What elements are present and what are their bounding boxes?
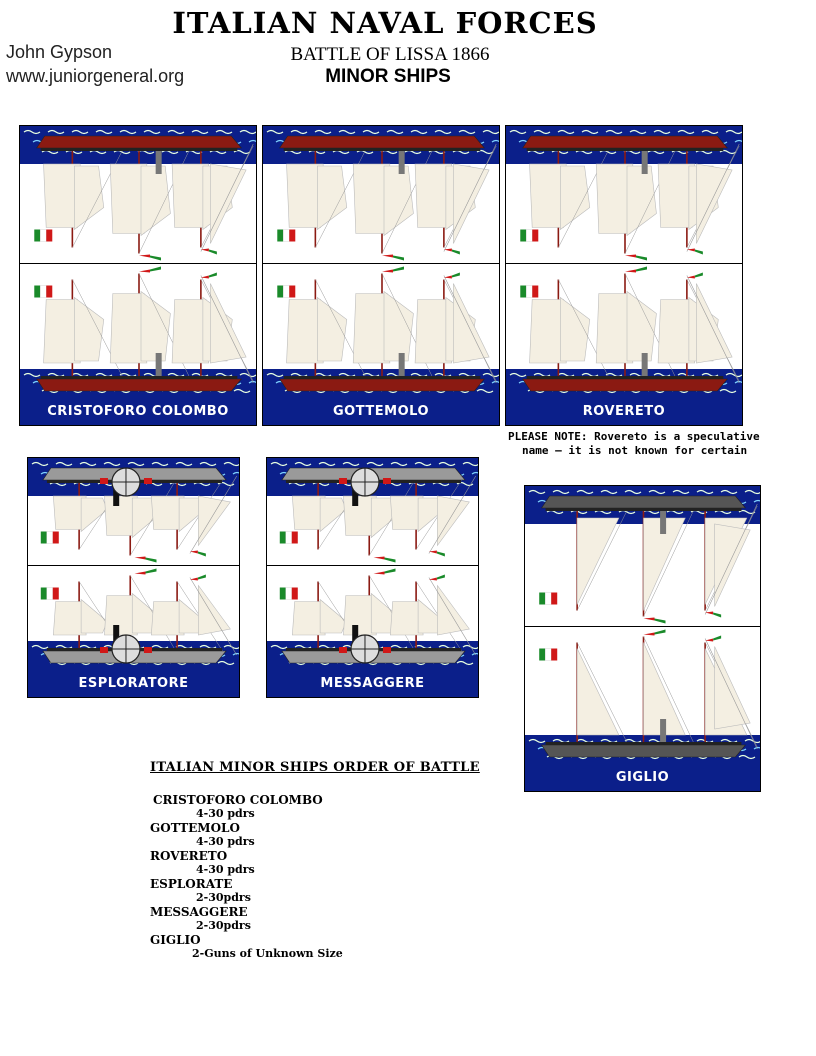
deck-line: [546, 742, 742, 745]
pennant: [437, 575, 445, 580]
oob-ship-name: GOTTEMOLO: [150, 821, 240, 835]
ship-name-label: GOTTEMOLO: [263, 399, 499, 425]
sail: [577, 649, 619, 736]
flag-stripe: [277, 286, 283, 298]
funnel: [156, 353, 162, 379]
ship-name-label: ESPLORATORE: [28, 671, 239, 697]
pennant: [385, 569, 396, 574]
pennant: [636, 267, 647, 272]
order-of-battle-list: [150, 793, 480, 961]
flag-stripe: [53, 588, 59, 600]
sail: [715, 647, 751, 730]
pennant: [385, 558, 396, 563]
pennant: [150, 256, 161, 261]
oob-ship-name: ROVERETO: [150, 849, 228, 863]
ship-counter-giglio[interactable]: [524, 485, 761, 792]
oob-ship-name: ESPLORATE: [150, 877, 233, 891]
oob-entry: [150, 849, 480, 877]
paddle-box-trim: [100, 647, 108, 653]
funnel: [156, 148, 162, 174]
sail: [627, 292, 656, 362]
deck-line: [546, 508, 742, 511]
funnel: [399, 353, 405, 379]
flag-stripe: [545, 593, 551, 605]
oob-armament: 2-30pdrs: [196, 919, 251, 932]
pennant: [452, 250, 460, 255]
oob-ship-name: MESSAGGERE: [150, 905, 248, 919]
page-subtitle: BATTLE OF LISSA 1866: [290, 44, 490, 65]
flag-stripe: [526, 230, 532, 242]
pennant: [695, 273, 703, 278]
flag-stripe: [280, 532, 286, 544]
ship-counter-esploratore[interactable]: [27, 457, 240, 698]
paddle-box-trim: [100, 478, 108, 484]
sail: [317, 166, 346, 230]
ship-view: [41, 468, 237, 563]
flag-stripe: [46, 286, 52, 298]
pennant: [713, 613, 721, 618]
pennant: [695, 250, 703, 255]
flag-stripe: [41, 532, 47, 544]
dark-schooner-icon: [525, 486, 761, 792]
pennant: [625, 270, 636, 273]
sail: [317, 298, 346, 362]
flag-stripe: [551, 649, 557, 661]
flag-stripe: [41, 588, 47, 600]
sail: [437, 586, 469, 636]
hull: [542, 745, 746, 757]
note-line-2: name – it is not known for certain: [522, 444, 748, 457]
sail: [715, 524, 751, 607]
flag-stripe: [539, 593, 545, 605]
paddle-box-trim: [383, 478, 391, 484]
pennant: [393, 256, 404, 261]
paddle-box-trim: [144, 647, 152, 653]
paddle-box-trim: [144, 478, 152, 484]
author-name: John Gypson: [6, 42, 113, 62]
flag-stripe: [289, 230, 295, 242]
pennant: [382, 255, 393, 258]
oob-entry: [150, 821, 480, 849]
sail: [696, 284, 732, 364]
pennant: [139, 255, 150, 258]
ship-name-label: ROVERETO: [506, 399, 742, 425]
deck-line: [284, 376, 481, 379]
sail: [560, 298, 589, 362]
deck-line: [527, 148, 724, 151]
funnel: [660, 719, 666, 745]
flag-stripe: [292, 532, 298, 544]
sail: [198, 496, 230, 546]
pennant: [655, 630, 666, 635]
sail: [74, 298, 103, 362]
oob-armament: 4-30 pdrs: [196, 835, 255, 848]
hull: [280, 136, 485, 148]
pennant: [209, 273, 217, 278]
red-sailing-steamer-icon: [20, 126, 257, 426]
note-line-1: PLEASE NOTE: Rovereto is a speculative: [508, 430, 760, 443]
sail: [437, 496, 469, 546]
ship-counter-cristoforo-colombo[interactable]: [19, 125, 257, 426]
flag-stripe: [46, 230, 52, 242]
ship-counter-gottemolo[interactable]: [262, 125, 500, 426]
sail: [384, 166, 413, 236]
hull: [523, 136, 728, 148]
flag-stripe: [520, 230, 526, 242]
ship-name-label: CRISTOFORO COLOMBO: [20, 399, 256, 425]
pennant: [198, 552, 206, 557]
page-title: ITALIAN NAVAL FORCES: [172, 6, 598, 40]
hull: [523, 379, 728, 391]
oob-entry: [150, 933, 480, 961]
pennant: [713, 636, 721, 641]
funnel: [642, 353, 648, 379]
flag-stripe: [47, 588, 53, 600]
pennant: [150, 267, 161, 272]
flag-stripe: [34, 286, 40, 298]
flag-stripe: [283, 230, 289, 242]
flag-stripe: [539, 649, 545, 661]
rovereto-note: [508, 430, 798, 458]
website-link[interactable]: www.juniorgeneral.org: [6, 66, 185, 86]
flag-stripe: [545, 649, 551, 661]
pennant: [198, 575, 206, 580]
ship-view: [280, 569, 476, 664]
oob-entry: [150, 793, 480, 821]
sail: [560, 166, 589, 230]
pennant: [135, 572, 146, 575]
flag-stripe: [283, 286, 289, 298]
grey-paddle-steamer-icon: [28, 458, 240, 698]
flag-stripe: [53, 532, 59, 544]
oob-armament: 4-30 pdrs: [196, 807, 255, 820]
flag-stripe: [551, 593, 557, 605]
flag-stripe: [532, 230, 538, 242]
flag-stripe: [47, 532, 53, 544]
flag-stripe: [532, 286, 538, 298]
pennant: [374, 572, 385, 575]
pennant: [135, 557, 146, 560]
order-of-battle-title: ITALIAN MINOR SHIPS ORDER OF BATTLE: [150, 760, 480, 775]
pennant: [625, 255, 636, 258]
pennant: [146, 558, 157, 563]
section-heading: MINOR SHIPS: [325, 66, 451, 87]
hull: [542, 496, 746, 508]
pennant: [437, 552, 445, 557]
hull: [37, 136, 242, 148]
pennant: [655, 619, 666, 624]
pennant: [644, 633, 655, 636]
pennant: [209, 250, 217, 255]
flag-stripe: [40, 286, 46, 298]
oob-entry: [150, 905, 480, 933]
hull: [280, 379, 485, 391]
flag-stripe: [520, 286, 526, 298]
sail: [696, 164, 732, 244]
sail: [210, 164, 246, 244]
flag-stripe: [526, 286, 532, 298]
pennant: [146, 569, 157, 574]
flag-stripe: [280, 588, 286, 600]
sail: [384, 292, 413, 362]
pennant: [636, 256, 647, 261]
ship-name-label: GIGLIO: [525, 765, 760, 791]
red-sailing-steamer-icon: [263, 126, 500, 426]
oob-armament: 4-30 pdrs: [196, 863, 255, 876]
sail: [141, 166, 170, 236]
sail: [577, 518, 619, 605]
sail: [141, 292, 170, 362]
funnel: [660, 508, 666, 534]
ship-name-label: MESSAGGERE: [267, 671, 478, 697]
red-sailing-steamer-icon: [506, 126, 743, 426]
oob-armament: 2-30pdrs: [196, 891, 251, 904]
flag-stripe: [34, 230, 40, 242]
oob-entry: [150, 877, 480, 905]
ship-counter-rovereto[interactable]: [505, 125, 743, 426]
ship-view: [280, 468, 476, 563]
deck-line: [527, 376, 724, 379]
funnel: [399, 148, 405, 174]
ship-view: [41, 569, 237, 664]
sail: [210, 284, 246, 364]
flag-stripe: [277, 230, 283, 242]
pennant: [374, 557, 385, 560]
deck-line: [41, 148, 238, 151]
hull: [37, 379, 242, 391]
flag-stripe: [286, 588, 292, 600]
paddle-box-trim: [339, 647, 347, 653]
pennant: [644, 618, 655, 621]
funnel: [642, 148, 648, 174]
pennant: [452, 273, 460, 278]
sail: [74, 166, 103, 230]
pennant: [139, 270, 150, 273]
oob-armament: 2-Guns of Unknown Size: [192, 947, 343, 960]
ship-counter-messaggere[interactable]: [266, 457, 479, 698]
grey-paddle-steamer-icon: [267, 458, 479, 698]
pennant: [382, 270, 393, 273]
deck-line: [284, 148, 481, 151]
sail: [627, 166, 656, 236]
oob-ship-name: CRISTOFORO COLOMBO: [153, 793, 323, 807]
paddle-box-trim: [383, 647, 391, 653]
flag-stripe: [40, 230, 46, 242]
flag-stripe: [286, 532, 292, 544]
pennant: [393, 267, 404, 272]
sail: [453, 284, 489, 364]
flag-stripe: [292, 588, 298, 600]
author-credit: [6, 40, 184, 88]
oob-ship-name: GIGLIO: [150, 933, 201, 947]
deck-line: [41, 376, 238, 379]
sail: [453, 164, 489, 244]
sail: [198, 586, 230, 636]
flag-stripe: [289, 286, 295, 298]
paddle-box-trim: [339, 478, 347, 484]
order-of-battle: [150, 760, 480, 961]
